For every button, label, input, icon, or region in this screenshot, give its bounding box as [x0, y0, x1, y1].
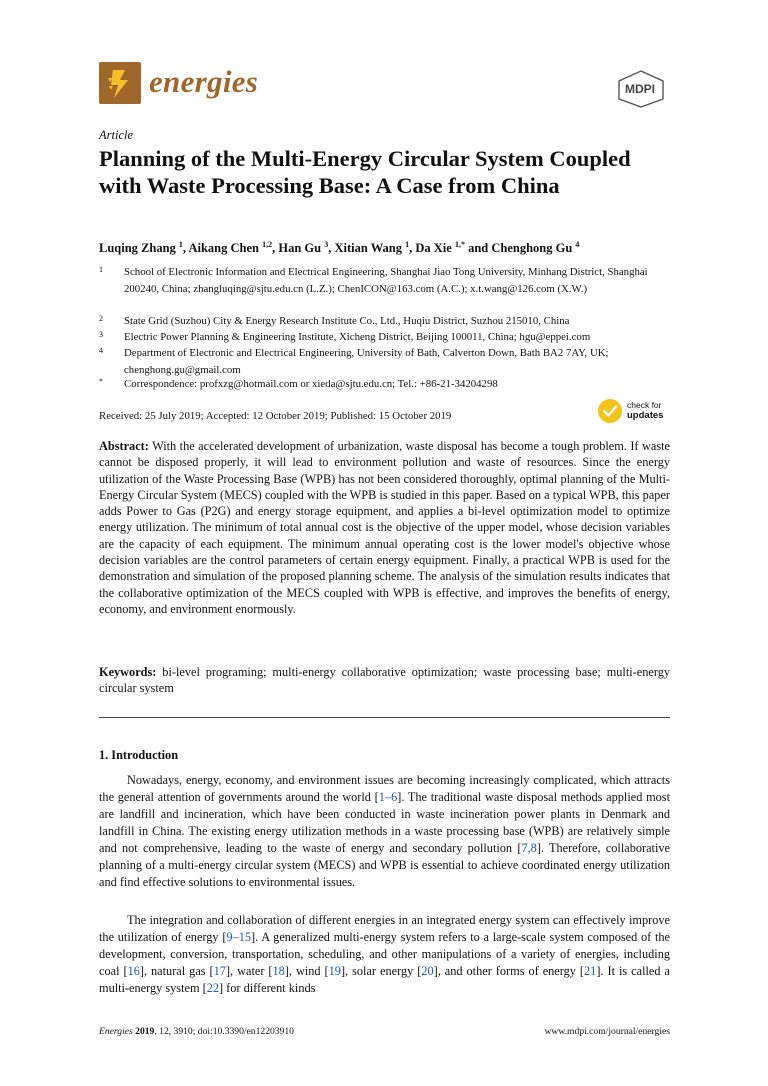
text-run: ]. A generalized multi-energy system refers to a large-scale system composed of the development, conversion, transportation, scheduling, and other manipulations of a variety of energies, including coal [ [99, 930, 670, 978]
citation-link[interactable]: 21 [584, 964, 597, 978]
keywords-label: Keywords: [99, 665, 157, 679]
abstract [99, 438, 670, 617]
author-name[interactable]: Han Gu [278, 241, 325, 256]
section-divider [99, 717, 670, 718]
citation-link[interactable]: 19 [328, 964, 341, 978]
affiliation-text: State Grid (Suzhou) City & Energy Research Institute Co., Ltd., Huqiu District, Suzhou 215010, China [124, 315, 570, 327]
footer-citation [99, 1026, 294, 1037]
text-run: ], solar energy [ [340, 964, 422, 978]
affiliation-4 [99, 345, 669, 378]
text-run: ], and other forms of energy [ [433, 964, 585, 978]
abstract-text: With the accelerated development of urbanization, waste disposal has become a tough problem. If waste cannot be disposed properly, it will lead to environment pollution and waste of resources. Since the energy utilization of the Waste Processing Base (WPB) has not been considered thoroughly, optimal planning of the Multi-Energy Circular System (MECS) coupled with the WPB is studied in this paper. Based on a typical WPB, this paper adds Power to Gas (P2G) and energy storage equipment, and applies a bi-level optimization model to optimize energy utilization. The minimum of total annual cost is the objective of the upper model, whose decision variables are the capacity of each equipment. The minimum annual operating cost is the lower model's objective whose decision variables are the control parameters of certain energy equipment. Finally, a practical WPB is used for the demonstration and simulation of the proposed planning scheme. The analysis of the simulation results indicates that the collaborative optimization of the MECS coupled with WPB is effective, and improves the benefits of energy, economy, and environment enormously. [99, 439, 670, 616]
text-run: ]. The traditional waste disposal methods applied most are landfill and incineration, which have been conducted in waste incineration power plants in Denmark and landfill in China. The existing energy utilization methods in a waste processing base (WPB) are relatively simple and not comprehensive, leading to the waste of energy and secondary pollution [ [99, 790, 670, 855]
affiliation-text: Correspondence: profxzg@hotmail.com or xieda@sjtu.edu.cn; Tel.: +86-21-34204298 [124, 378, 498, 390]
affiliation-number: 2 [99, 314, 103, 323]
author-name[interactable]: Luqing Zhang [99, 241, 179, 256]
check-updates-text [627, 400, 663, 421]
keywords-text: bi-level programing; multi-energy collaborative optimization; waste processing base; multi-energy circular system [99, 665, 671, 696]
check-updates-icon [597, 398, 623, 424]
journal-name[interactable]: energies [149, 64, 259, 99]
text-run: The integration and collaboration of different energies in an integrated energy system can effectively improve the utilization of energy [ [99, 913, 670, 944]
mdpi-logo[interactable] [615, 70, 667, 108]
author-affiliation-marker: 4 [575, 240, 580, 249]
article-title: Planning of the Multi-Energy Circular System Coupled with Waste Processing Base: A Case from China [99, 146, 631, 198]
author-name[interactable]: Chenghong Gu [491, 241, 576, 256]
publication-dates: Received: 25 July 2019; Accepted: 12 October 2019; Published: 15 October 2019 [99, 410, 452, 422]
affiliation-3 [99, 329, 669, 346]
author-name[interactable]: Xitian Wang [334, 241, 406, 256]
text-run: ] for different kinds [219, 981, 316, 995]
citation-link[interactable]: 7,8 [521, 841, 537, 855]
abstract-label: Abstract: [99, 439, 149, 453]
text-run: ], water [ [225, 964, 273, 978]
affiliation-1 [99, 264, 669, 297]
affiliation-text: Electric Power Planning & Engineering Institute, Xicheng District, Beijing 100011, China; hgu@eppei.com [124, 331, 591, 343]
check-for-updates-badge[interactable] [597, 398, 669, 426]
footer-year: 2019 [135, 1026, 155, 1037]
author-affiliation-marker: 3 [324, 240, 329, 249]
author-name[interactable]: Da Xie [415, 241, 455, 256]
author-name[interactable]: Aikang Chen [188, 241, 263, 256]
article-type: Article [99, 128, 134, 142]
affiliation-2 [99, 313, 669, 330]
affiliation-text: School of Electronic Information and Electrical Engineering, Shanghai Jiao Tong University, Minhang District, Shanghai 200240, China; zhangluqing@sjtu.edu.cn (L.Z.); ChenICON@163.com (A.C.); x.t.wang@126.com (X.W.) [124, 266, 648, 295]
text-run: Nowadays, energy, economy, and environment issues are becoming increasingly complicated, which attracts the general attention of governments around the world [ [99, 773, 670, 804]
intro-paragraph-2 [99, 912, 670, 997]
intro-paragraph-1 [99, 772, 670, 891]
footer-journal: Energies [99, 1026, 133, 1037]
citation-link[interactable]: 9–15 [226, 930, 252, 944]
text-run: ], wind [ [284, 964, 329, 978]
text-run: ]. It is called a multi-energy system [ [99, 964, 670, 995]
citation-link[interactable]: 18 [272, 964, 285, 978]
citation-link[interactable]: 17 [213, 964, 226, 978]
citation-link[interactable]: 16 [127, 964, 140, 978]
publisher-name: MDPI [625, 82, 655, 96]
section-heading: 1. Introduction [99, 748, 179, 762]
author-list: Luqing Zhang $^1$, Aikang Chen $^{1,2}$, Han Gu $^3$, Xitian Wang $^1$, Da Xie $^{1,*}$ and Chenghong Gu $^4$ [99, 240, 580, 256]
correspondence [99, 376, 669, 393]
check-updates-line2: updates [627, 410, 664, 421]
footer-url[interactable]: www.mdpi.com/journal/energies [544, 1026, 670, 1037]
journal-logo [99, 62, 141, 104]
author-affiliation-marker: 1 [178, 240, 183, 249]
affiliation-number: 3 [99, 330, 103, 339]
citation-link[interactable]: 1–6 [378, 790, 398, 804]
citation-link[interactable]: 20 [421, 964, 434, 978]
lightning-bolt-icon [99, 62, 141, 104]
affiliation-number: * [99, 377, 103, 386]
keywords [99, 664, 670, 697]
author-affiliation-marker: 1,2 [262, 240, 273, 249]
affiliation-number: 1 [99, 265, 103, 274]
text-run: ]. Therefore, collaborative planning of a multi-energy circular system (MECS) and WPB is essential to achieve coordinated energy utilization and find effective solutions to environmental issues. [99, 841, 671, 889]
citation-link[interactable]: 22 [206, 981, 219, 995]
author-affiliation-marker: 1 [405, 240, 410, 249]
author-affiliation-marker: 1,* [454, 240, 465, 249]
affiliation-number: 4 [99, 346, 103, 355]
footer-doi: , 12, 3910; doi:10.3390/en12203910 [154, 1026, 294, 1037]
check-updates-line1: check for [627, 400, 662, 410]
text-run: ], natural gas [ [139, 964, 214, 978]
affiliation-text: Department of Electronic and Electrical Engineering, University of Bath, Calverton Down, Bath BA2 7AY, UK; chenghong.gu@gmail.com [124, 347, 609, 376]
